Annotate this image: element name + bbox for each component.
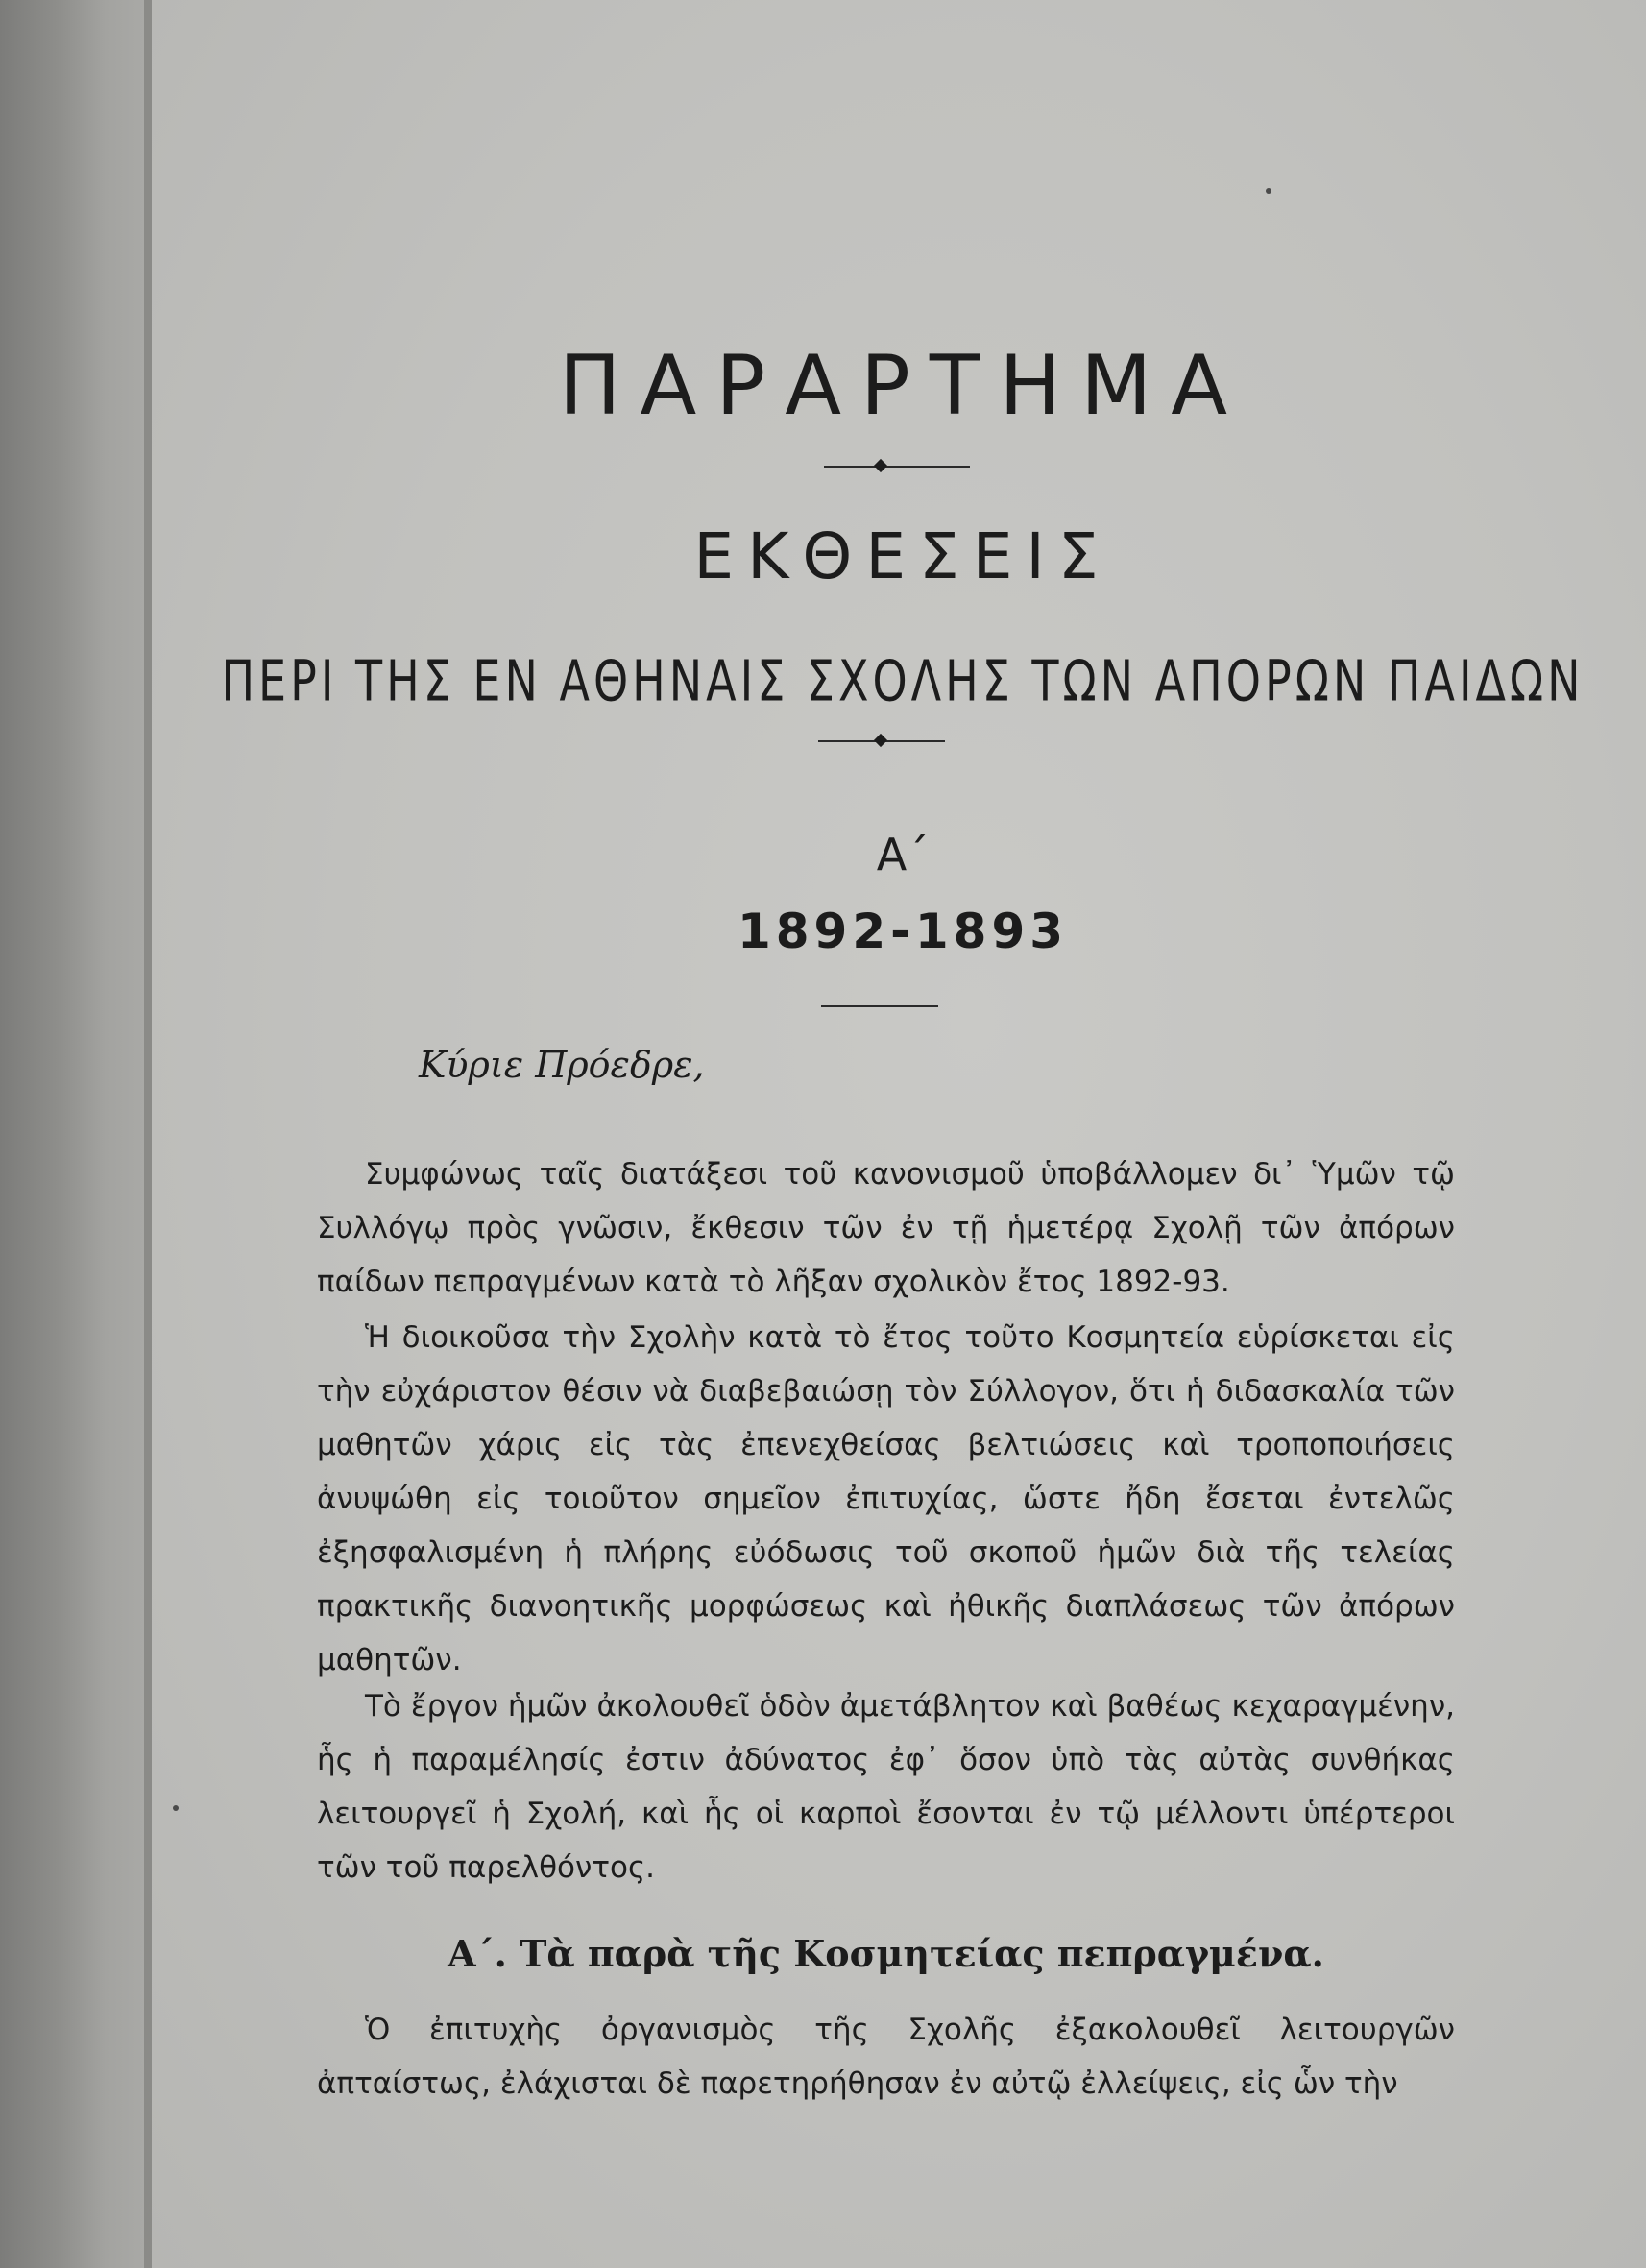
page-fold — [144, 0, 152, 2268]
section-heading: Α΄. Τὰ παρὰ τῆς Κοσμητείας πεπραγμένα. — [448, 1932, 1324, 1975]
part-letter: Α΄ — [876, 829, 930, 881]
paragraph-2-text: Ἡ διοικοῦσα τὴν Σχολὴν κατὰ τὸ ἔτος τοῦτο Κοσμητεία εὑρίσκεται εἰς τὴν εὐχάριστον θέσιν νὰ διαβεβαιώσῃ τὸν Σύλλογον, ὅτι ἡ διδασκαλία τῶν μαθητῶν χάρις εἰς τὰς ἐπενεχθείσας βελτιώσεις καὶ τροποποιήσεις ἀνυψώθη εἰς τοιοῦτον σημεῖον ἐπιτυχίας, ὥστε ἤδη ἔσεται ἐντελῶς ἐξησφαλισμένη ἡ πλήρης εὐόδωσις τοῦ σκοποῦ ἡμῶν διὰ τῆς τελείας πρακτικῆς διανοητικῆς μορφώσεως καὶ ἠθικῆς διαπλάσεως τῶν ἀπόρων μαθητῶν. — [317, 1320, 1455, 1677]
paragraph-4 — [317, 2003, 1455, 2111]
salutation: Κύριε Πρόεδρε, — [419, 1044, 705, 1086]
divider-rule — [821, 1005, 938, 1007]
paragraph-1 — [317, 1147, 1455, 1309]
book-gutter — [0, 0, 144, 2268]
school-title: ΠΕΡΙ ΤΗΣ ΕΝ ΑΘΗΝΑΙΣ ΣΧΟΛΗΣ ΤΩΝ ΑΠΟΡΩΝ ΠΑΙΔΩΝ — [221, 647, 1585, 714]
ink-speck — [1266, 188, 1271, 194]
paragraph-2 — [317, 1311, 1455, 1687]
appendix-title: ΠΑΡΑΡΤΗΜΑ — [558, 338, 1247, 434]
ink-speck — [173, 1805, 179, 1811]
reports-title: ΕΚΘΕΣΕΙΣ — [693, 519, 1112, 593]
years-heading: 1892-1893 — [737, 904, 1069, 959]
paragraph-3 — [317, 1679, 1455, 1894]
paragraph-1-text: Συμφώνως ταῖς διατάξεσι τοῦ κανονισμοῦ ὑποβάλλομεν δι᾽ Ὑμῶν τῷ Συλλόγῳ πρὸς γνῶσιν, ἔκθεσιν τῶν ἐν τῇ ἡμετέρᾳ Σχολῇ τῶν ἀπόρων παίδων πεπραγμένων κατὰ τὸ λῆξαν σχολικὸν ἔτος 1892-93. — [317, 1157, 1455, 1299]
paragraph-3-text: Τὸ ἔργον ἡμῶν ἀκολουθεῖ ὁδὸν ἀμετάβλητον καὶ βαθέως κεχαραγμένην, ἧς ἡ παραμέλησίς ἐστιν ἀδύνατος ἐφ᾽ ὅσον ὑπὸ τὰς αὐτὰς συνθήκας λειτουργεῖ ἡ Σχολή, καὶ ἧς οἱ καρποὶ ἔσονται ἐν τῷ μέλλοντι ὑπέρτεροι τῶν τοῦ παρελθόντος. — [317, 1689, 1455, 1885]
paragraph-4-text: Ὁ ἐπιτυχὴς ὀργανισμὸς τῆς Σχολῆς ἐξακολουθεῖ λειτουργῶν ἀπταίστως, ἐλάχισται δὲ παρετηρήθησαν ἐν αὐτῷ ἐλλείψεις, εἰς ὧν τὴν — [317, 2013, 1455, 2101]
